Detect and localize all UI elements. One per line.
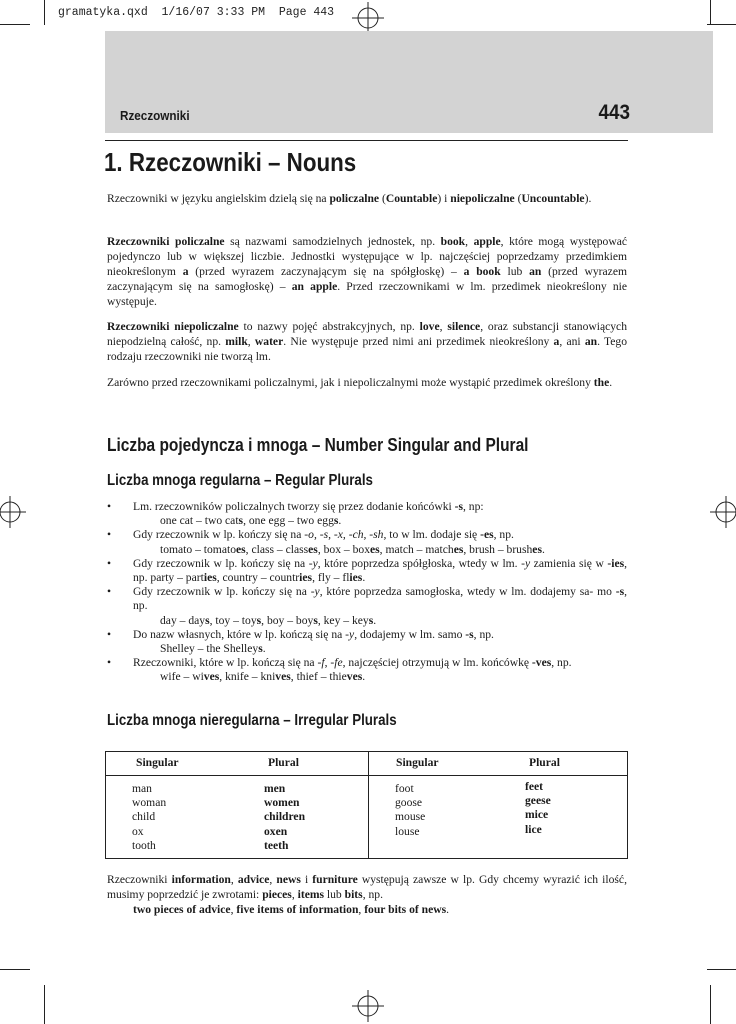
text-run: , — [358, 903, 365, 916]
text-run: Rzeczowniki, które w lp. kończą się na — [133, 656, 318, 670]
text-run: , np. — [551, 656, 572, 670]
crop-mark — [0, 24, 30, 25]
text-run: ( — [379, 192, 386, 205]
crop-mark — [44, 985, 45, 1024]
text-run: i — [300, 873, 313, 886]
table-cell: men — [264, 782, 286, 795]
text-run: -f — [317, 656, 325, 670]
print-slug — [58, 6, 334, 19]
text-run: ies — [299, 571, 313, 585]
text-run: . — [362, 571, 366, 585]
bullet: • — [107, 556, 112, 570]
text-run: Gdy rzeczownik w lp. kończy się na — [133, 585, 311, 599]
bullet: • — [107, 528, 112, 542]
table-cell: geese — [525, 794, 551, 808]
bullet: • — [107, 627, 112, 641]
text-run: Gdy rzeczownik w lp. kończy się na — [133, 528, 305, 542]
bullet: • — [107, 656, 112, 670]
text-run: a book — [463, 265, 501, 278]
text-run: , country – countr — [216, 571, 300, 585]
note-example — [133, 902, 449, 917]
example-text — [160, 543, 627, 557]
text-run: -y — [345, 627, 355, 641]
text-run: items — [297, 888, 325, 901]
text-run: , które mogą występować pojedynczo lub w większej liczbie. Jednostki występujące w lp. najczęściej poprzedzamy przedimkiem nieokreślonym — [107, 235, 628, 278]
crop-mark — [710, 0, 711, 25]
text-run: ies — [349, 571, 363, 585]
text-run: są nazwami samodzielnych jednostek, np. — [224, 235, 441, 248]
text-run: an — [529, 265, 542, 278]
header-plural-right: Plural — [529, 756, 560, 769]
text-run: -ves — [531, 656, 552, 670]
text-run: , — [247, 335, 255, 348]
text-run: , — [230, 903, 237, 916]
left-plural-column — [264, 782, 305, 853]
text-run: Countable — [385, 192, 438, 205]
text-run: the — [593, 376, 610, 389]
text-run: . — [362, 670, 366, 684]
rule-text — [133, 585, 627, 613]
table-cell: mouse — [395, 810, 426, 824]
text-run: -y — [310, 585, 320, 599]
text-run: ves — [275, 670, 291, 684]
text-run: s — [368, 613, 374, 627]
text-run: s — [258, 642, 263, 656]
registration-mark-left-icon — [0, 496, 26, 528]
text-run: Shelley – the Shelley — [160, 642, 259, 656]
text-run: -fe — [330, 656, 343, 670]
example-text — [160, 514, 627, 528]
text-run: ( — [514, 192, 522, 205]
page-number: 443 — [598, 101, 630, 124]
text-run: love — [419, 320, 440, 333]
list-item — [107, 585, 627, 628]
text-run: . Przed rzeczownikami w lm. przedimek nieokreślony nie występuje. — [107, 280, 628, 308]
header-rule — [105, 140, 628, 141]
text-run: s — [205, 613, 210, 627]
text-run: es — [308, 542, 318, 556]
text-run: ves — [203, 670, 220, 684]
text-run: , ani — [559, 335, 585, 348]
text-run: apple — [473, 235, 501, 248]
intro-paragraph-2 — [107, 234, 627, 309]
text-run: , oraz substancji stanowiących niepodzielną całość, np. — [107, 320, 627, 348]
rule-text — [133, 656, 627, 670]
header-singular-right: Singular — [396, 756, 439, 769]
list-item — [107, 500, 627, 528]
table-cell: tooth — [132, 838, 156, 852]
section-heading: Liczba pojedyncza i mnoga – Number Singular and Plural — [107, 435, 529, 455]
text-run: lub — [500, 265, 530, 278]
table-cell: mice — [525, 808, 549, 822]
text-run: , — [230, 873, 238, 886]
regular-plurals-list — [107, 500, 627, 685]
text-run: information — [171, 873, 231, 886]
table-cell: teeth — [264, 838, 289, 852]
table-cell: goose — [395, 796, 423, 810]
text-run: , boy – boy — [261, 613, 314, 627]
text-run: ). — [584, 192, 592, 205]
registration-mark-top-icon — [352, 2, 384, 34]
text-run: , najczęściej otrzymują w lm. końcówkę — [342, 656, 532, 670]
example-text — [160, 614, 627, 628]
text-run: pieces — [262, 888, 292, 901]
text-run: , — [269, 873, 277, 886]
text-run: Zarówno przed rzeczownikami policzalnymi, jak i niepoliczalnymi może wystąpić przedimek określony — [107, 376, 594, 389]
text-run: , thief – thie — [290, 670, 347, 684]
irregular-plurals-heading: Liczba mnoga nieregularna – Irregular Plurals — [107, 712, 397, 729]
text-run: es — [236, 542, 246, 556]
text-run: s — [333, 514, 339, 528]
text-run: -o, -s, -x, -ch, -sh, — [304, 528, 387, 542]
text-run: an — [584, 335, 598, 348]
registration-mark-right-icon — [710, 496, 736, 528]
text-run: Rzeczowniki policzalne — [107, 235, 225, 248]
slug-filename: gramatyka.qxd — [58, 6, 148, 19]
intro-paragraph-3 — [107, 319, 627, 364]
text-run: bits — [344, 888, 363, 901]
right-singular-column — [395, 782, 425, 839]
text-run: , box – box — [317, 542, 370, 556]
table-cell: child — [132, 810, 156, 824]
text-run: a — [553, 335, 560, 348]
text-run: silence — [447, 320, 481, 333]
text-run: , np. — [133, 585, 628, 613]
list-item — [107, 528, 627, 556]
header-plural-left: Plural — [268, 756, 299, 769]
text-run: , class – class — [245, 542, 309, 556]
text-run: to nazwy pojęć abstrakcyjnych, np. — [238, 320, 420, 333]
chapter-title — [104, 147, 356, 178]
irregular-plurals-table — [105, 751, 628, 859]
text-run: water — [254, 335, 284, 348]
text-run: . — [262, 642, 266, 656]
text-run: day – day — [160, 613, 206, 627]
text-run: , match – match — [379, 542, 454, 556]
text-run: es — [453, 542, 464, 556]
text-run: -s — [454, 500, 463, 513]
slug-date: 1/16/07 — [161, 6, 210, 19]
text-run: , — [291, 888, 298, 901]
text-run: , brush – brush — [463, 542, 533, 556]
text-run: lub — [324, 888, 345, 901]
table-cell: woman — [132, 796, 167, 810]
list-item — [107, 557, 627, 585]
text-run: ves — [346, 670, 363, 684]
text-run: ies — [203, 571, 217, 585]
left-singular-column — [132, 782, 166, 853]
text-run: -s — [465, 627, 474, 641]
intro-paragraph-1 — [107, 191, 627, 206]
table-cell: women — [264, 796, 300, 810]
crop-mark — [0, 969, 30, 970]
right-plural-column — [525, 780, 551, 837]
slug-page: Page 443 — [278, 6, 335, 19]
text-run: four bits of news — [364, 903, 447, 916]
text-run: . — [338, 514, 342, 528]
text-run: tomato – tomato — [160, 542, 236, 556]
text-run: -y — [521, 556, 531, 570]
rule-text — [133, 557, 627, 585]
text-run: Lm. rzeczowników policzalnych tworzy się przez dodanie końcówki — [133, 500, 455, 513]
text-run: , dodajemy w lm. samo — [354, 627, 466, 641]
text-run: furniture — [312, 873, 358, 886]
text-run: . Tego rodzaju rzeczowniki nie tworzą lm. — [107, 335, 627, 363]
table-cell: louse — [395, 824, 420, 838]
example-text — [160, 670, 627, 684]
text-run: s — [256, 613, 262, 627]
text-run: , — [439, 320, 448, 333]
text-run: . — [373, 613, 377, 627]
text-run: występują zawsze w lp. Gdy chcemy wyrazić ich ilość, musimy poprzedzić je zwrotami: — [107, 873, 627, 901]
crop-mark — [710, 985, 711, 1024]
example-text — [160, 642, 627, 656]
table-cell: children — [264, 810, 306, 824]
text-run: , — [465, 235, 474, 248]
text-run: wife – wi — [160, 670, 204, 684]
rule-text — [133, 528, 627, 542]
text-run: s — [238, 514, 244, 528]
text-run: a — [182, 265, 189, 278]
text-run: , key – key — [317, 613, 369, 627]
rule-text — [133, 628, 627, 642]
text-run: book — [440, 235, 466, 248]
text-run: . — [446, 903, 450, 916]
text-run: , np: — [462, 500, 484, 513]
table-cell: foot — [395, 782, 414, 795]
text-run: , np. — [473, 627, 494, 641]
text-run: , które poprzedza spółgłoska, wtedy w lm. — [317, 556, 522, 570]
crop-mark — [707, 969, 736, 970]
chapter-title-text: Rzeczowniki – Nouns — [128, 147, 357, 177]
list-item — [107, 656, 627, 684]
text-run: -es — [480, 528, 494, 542]
text-run: ) i — [437, 192, 451, 205]
text-run: Uncountable — [521, 192, 585, 205]
crop-mark — [44, 0, 45, 25]
text-run: , np. — [362, 888, 383, 901]
table-column-divider — [368, 752, 369, 858]
text-run: five items of information — [236, 903, 359, 916]
text-run: . — [541, 542, 545, 556]
text-run: -s — [615, 585, 625, 599]
uncountable-note — [107, 872, 627, 917]
text-run: Rzeczowniki — [107, 873, 172, 886]
text-run: , które poprzedza samogłoska, wtedy w lm. dodajemy sa- mo — [319, 585, 616, 599]
text-run: es — [532, 542, 542, 556]
text-run: two pieces of advice — [133, 903, 231, 916]
text-run: Rzeczowniki niepoliczalne — [107, 320, 239, 333]
text-run: one cat – two cat — [160, 514, 239, 528]
text-run: milk — [225, 335, 248, 348]
text-run: news — [276, 873, 301, 886]
table-cell: oxen — [264, 824, 288, 838]
chapter-number: 1. — [104, 147, 123, 177]
text-run: zamienia się w — [530, 556, 608, 570]
list-item — [107, 628, 627, 656]
intro-paragraph-4 — [107, 375, 627, 390]
registration-mark-bottom-icon — [352, 990, 384, 1022]
text-run: -y — [308, 556, 318, 570]
header-singular-left: Singular — [136, 756, 179, 769]
text-run: , toy – toy — [209, 613, 257, 627]
table-cell: ox — [132, 824, 144, 838]
text-run: (przed wyrazem zaczynającym się na samogłoskę) – — [107, 265, 627, 293]
text-run: Rzeczowniki w języku angielskim dzielą się na — [107, 192, 330, 205]
text-run: Do nazw własnych, które w lp. kończą się na — [133, 627, 346, 641]
running-header-section: Rzeczowniki — [120, 108, 190, 123]
slug-time: 3:33 PM — [216, 6, 266, 19]
text-run: , np. party – part — [133, 556, 628, 585]
text-run: , — [324, 656, 331, 670]
rule-text — [133, 500, 627, 514]
text-run: . Nie występuje przed nimi ani przedimek nieokreślony — [283, 335, 554, 348]
text-run: , knife – kni — [219, 670, 276, 684]
regular-plurals-heading: Liczba mnoga regularna – Regular Plurals — [107, 472, 373, 489]
text-run: , np. — [493, 528, 514, 542]
text-run: Gdy rzeczownik w lp. kończy się na — [133, 556, 309, 570]
text-run: policzalne — [329, 192, 380, 205]
text-run: . — [609, 376, 613, 389]
text-run: , one egg – two egg — [243, 514, 334, 528]
text-run: -ies — [607, 556, 625, 570]
table-cell: feet — [525, 780, 544, 793]
text-run: es — [369, 542, 380, 556]
text-run: to w lm. dodaje się — [386, 528, 481, 542]
text-run: niepoliczalne — [450, 192, 515, 205]
table-cell: man — [132, 782, 152, 795]
table-header-rule — [106, 775, 627, 776]
text-run: an apple — [291, 280, 338, 293]
bullet: • — [107, 500, 112, 513]
table-cell: lice — [525, 822, 542, 836]
bullet: • — [107, 585, 112, 599]
text-run: advice — [237, 873, 270, 886]
text-run: s — [313, 613, 318, 627]
crop-mark — [707, 24, 736, 25]
text-run: (przed wyrazem zaczynającym się na spółgłoskę) – — [188, 265, 464, 278]
text-run: , fly – fl — [312, 571, 350, 585]
